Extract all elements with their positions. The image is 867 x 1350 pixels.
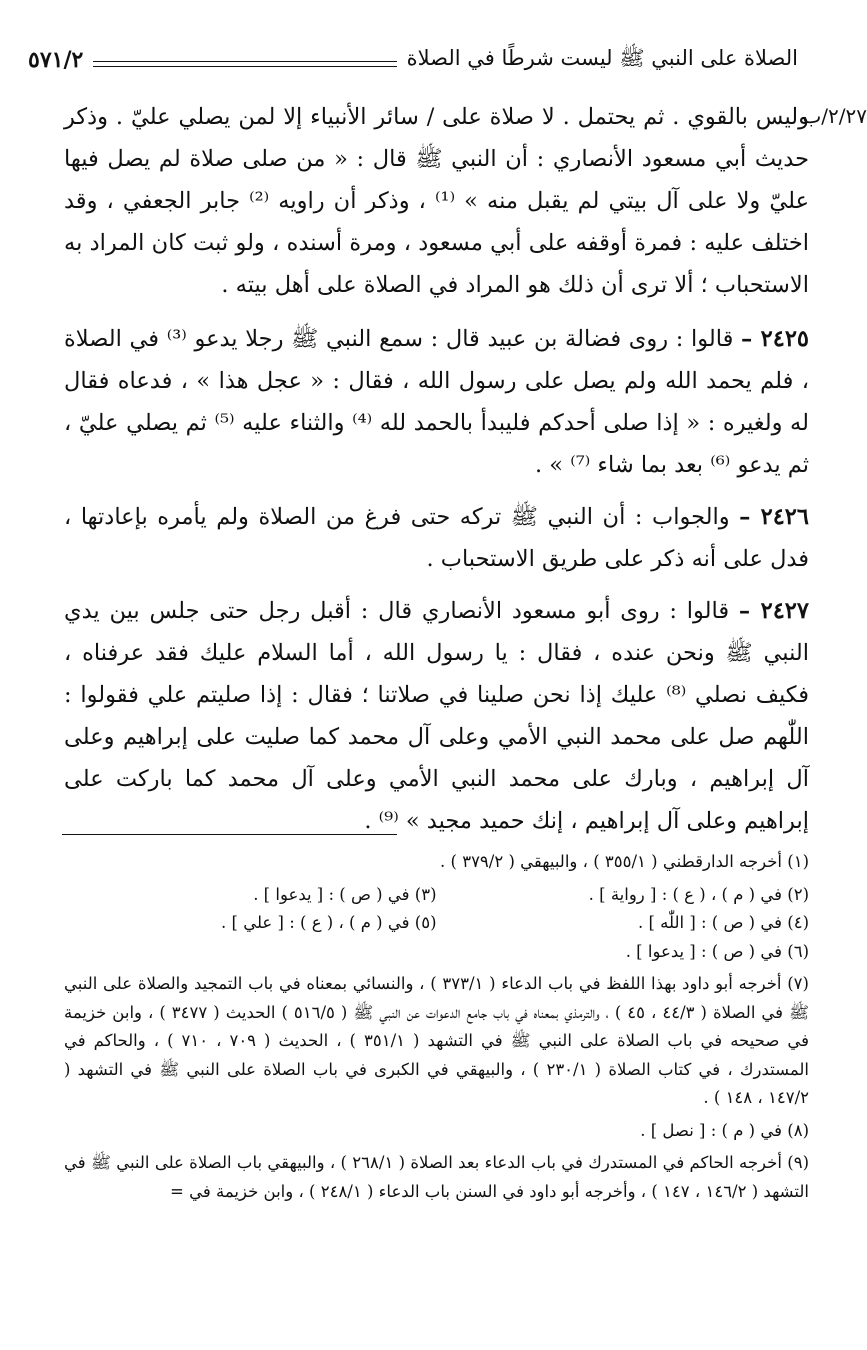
- paragraph-text: قالوا : روى فضالة بن عبيد قال : سمع النبي ﷺ رجلا يدعو ⁽³⁾ في الصلاة ، فلم يحمد الله ولم يصل على رسول الله ، فقال : « عجل هذا » ، فدعاه فقال له ولغيره : « إذا صلى أحدكم فليبدأ بالحمد لله ⁽⁴⁾ والثناء عليه ⁽⁵⁾ ثم يصلي عليّ ، ثم يدعو ⁽⁶⁾ بعد بما شاء ⁽⁷⁾ » .: [64, 326, 809, 478]
- page-number: ٥٧١/٢: [28, 47, 84, 73]
- footnotes: [64, 848, 809, 1210]
- footnote-row: [64, 881, 809, 910]
- footnote-separator: [62, 834, 397, 835]
- footnote: (٨) في ( م ) : [ نصل ] .: [640, 1120, 809, 1140]
- footnote: (٩) أخرجه الحاكم في المستدرك في باب الدعاء بعد الصلاة ( ٢٦٨/١ ) ، والبيهقي باب الصلاة على النبي ﷺ في التشهد ( ١٤٦/٢ ، ١٤٧ ) ، وأخرجه أبو داود في السنن باب الدعاء ( ٢٤٨/١ ) ، وابن خزيمة في =: [64, 1153, 809, 1201]
- header-rule: [93, 61, 396, 67]
- paragraph: [64, 318, 809, 486]
- footnote: (٦) في ( ص ) : [ يدعوا ] .: [625, 941, 809, 961]
- footnote: (٣) في ( ص ) : [ يدعوا ] .: [253, 884, 437, 904]
- footnote: (١) أخرجه الدارقطني ( ٣٥٥/١ ) ، والبيهقي ( ٣٧٩/٢ ) .: [440, 852, 809, 871]
- paragraph-number: ٢٤٢٥ –: [741, 326, 809, 352]
- chapter-title: الصلاة على النبي ﷺ ليست شرطًا في الصلاة: [406, 45, 798, 70]
- footnote: (٢) في ( م ) ، ( ع ) : [ رواية ] .: [588, 884, 809, 904]
- paragraph-text: وليس بالقوي . ثم يحتمل . لا صلاة على / سائر الأنبياء إلا لمن يصلي عليّ . وذكر حديث أبي مسعود الأنصاري : أن النبي ﷺ قال : « من صلى صلاة لم يصل فيها عليّ ولا على آل بيتي لم يقبل منه » ⁽¹⁾ ، وذكر أن راويه ⁽²⁾ جابر الجعفي ، وقد اختلف عليه : فمرة أوقفه على أبي مسعود ، ومرة أسنده ، ولو ثبت كان المراد به الاستحباب ؛ ألا ترى أن ذلك هو المراد في الصلاة على أهل بيته .: [64, 104, 810, 298]
- manuscript-folio-marker: ٢/٢٧/ب: [802, 104, 867, 128]
- paragraph-text: قالوا : روى أبو مسعود الأنصاري قال : أقبل رجل حتى جلس بين يدي النبي ﷺ ونحن عنده ، فقال : يا رسول الله ، أما السلام عليك فقد عرفناه ، فكيف نصلي ⁽⁸⁾ عليك إذا نحن صلينا في صلاتنا ؛ فقال : إذا صليتم علي فقولوا : اللّٰهم صل على محمد النبي الأمي وعلى آل محمد كما صليت على إبراهيم وعلى آل إبراهيم ، وبارك على محمد النبي الأمي وعلى آل محمد كما باركت على إبراهيم وعلى آل إبراهيم ، إنك حميد مجيد » ⁽⁹⁾ .: [64, 598, 809, 834]
- footnote: (٧) أخرجه أبو داود بهذا اللفظ في باب الدعاء ( ٣٧٣/١ ) ، والنسائي بمعناه في باب التمجيد والصلاة على النبي ﷺ في الصلاة ( ٤٤/٣ ، ٤٥ ) ، والترمذي بمعناه في باب جامع الدعوات عن النبي ﷺ ( ٥١٦/٥ ) الحديث ( ٣٤٧٧ ) ، وابن خزيمة في صحيحه في باب الصلاة على النبي ﷺ في التشهد ( ٣٥١/١ ) ، الحديث ( ٧٠٩ ، ٧١٠ ) ، والحاكم في المستدرك ، في كتاب الصلاة ( ٢٣٠/١ ) ، والبيهقي في الكبرى في باب الصلاة على النبي ﷺ في التشهد ( ١٤٧/٢ ، ١٤٨ ) .: [64, 974, 809, 1107]
- paragraph: [64, 590, 809, 842]
- main-text: [64, 96, 809, 852]
- paragraph-number: ٢٤٢٧ –: [738, 598, 809, 624]
- paragraph-number: ٢٤٢٦ –: [739, 504, 809, 530]
- running-header: [28, 42, 798, 78]
- footnote-row: [64, 909, 809, 938]
- footnote: (٥) في ( م ) ، ( ع ) : [ علي ] .: [221, 913, 437, 932]
- footnote: (٤) في ( ص ) : [ اللّٰه ] .: [637, 913, 809, 932]
- paragraph-text: والجواب : أن النبي ﷺ تركه حتى فرغ من الصلاة ولم يأمره بإعادتها ، فدل على أنه ذكر على طريق الاستحباب .: [64, 504, 809, 572]
- paragraph: [64, 496, 809, 580]
- paragraph: [64, 96, 809, 306]
